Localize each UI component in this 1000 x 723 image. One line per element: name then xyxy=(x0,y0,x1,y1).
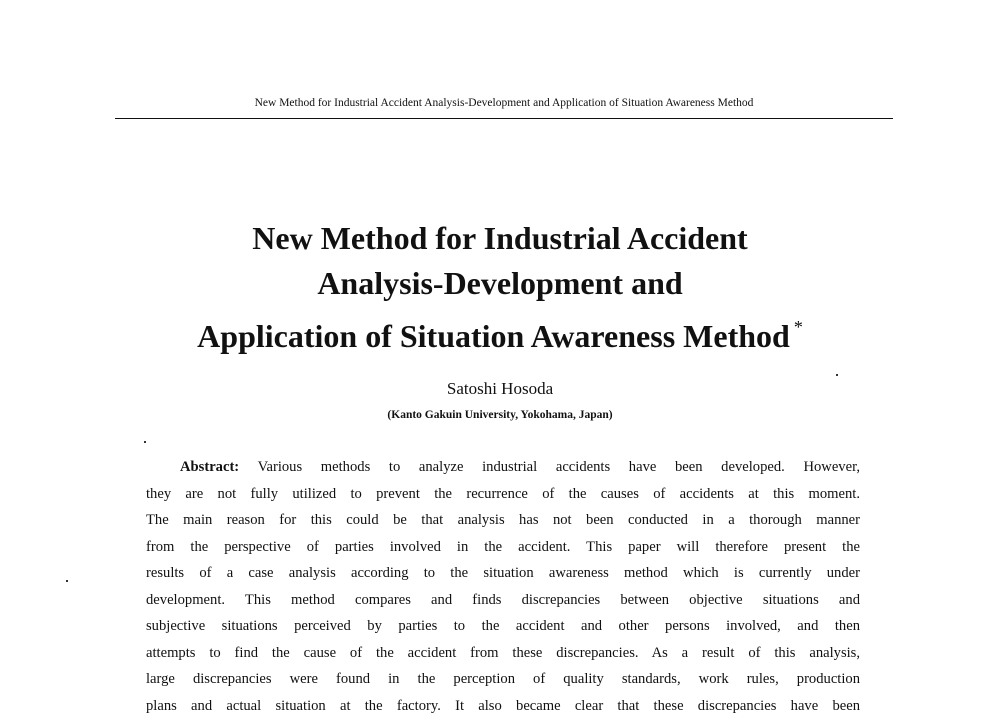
abstract-line-3: The main reason for this could be that analysis has not been conducted in a thorough manner xyxy=(146,511,860,538)
title-line-2: Analysis-Development and xyxy=(100,261,900,306)
scan-speck xyxy=(836,374,838,376)
title-line-3 xyxy=(100,305,900,359)
abstract xyxy=(146,458,860,723)
author-affiliation: (Kanto Gakuin University, Yokohama, Japan) xyxy=(0,406,1000,424)
title-line-1: New Method for Industrial Accident xyxy=(100,216,900,261)
title-footnote-mark: * xyxy=(794,317,803,337)
abstract-line-4: from the perspective of parties involved in the accident. This paper will therefore present the xyxy=(146,538,860,565)
abstract-line-8: attempts to find the cause of the accident from these discrepancies. As a result of this analysis, xyxy=(146,644,860,671)
abstract-line-2: they are not fully utilized to prevent the recurrence of the causes of accidents at this moment. xyxy=(146,485,860,512)
abstract-line-9: large discrepancies were found in the perception of quality standards, work rules, production xyxy=(146,670,860,697)
abstract-line-6: development. This method compares and finds discrepancies between objective situations and xyxy=(146,591,860,618)
paper-title xyxy=(100,216,900,359)
abstract-line-1 xyxy=(146,458,860,485)
abstract-label: Abstract: xyxy=(180,459,239,475)
title-line-3-text: Application of Situation Awareness Method xyxy=(197,318,790,354)
scan-speck xyxy=(66,580,68,582)
author-name: Satoshi Hosoda xyxy=(0,378,1000,400)
abstract-line-1-text: Various methods to analyze industrial accidents have been developed. However, xyxy=(258,459,860,475)
abstract-line-7: subjective situations perceived by parties to the accident and other persons involved, and then xyxy=(146,617,860,644)
abstract-line-5: results of a case analysis according to the situation awareness method which is currently under xyxy=(146,564,860,591)
scan-speck xyxy=(144,441,146,443)
running-header: New Method for Industrial Accident Analysis-Development and Application of Situation Awareness Method xyxy=(115,94,893,119)
abstract-line-10: plans and actual situation at the factory. It also became clear that these discrepancies have been xyxy=(146,697,860,723)
